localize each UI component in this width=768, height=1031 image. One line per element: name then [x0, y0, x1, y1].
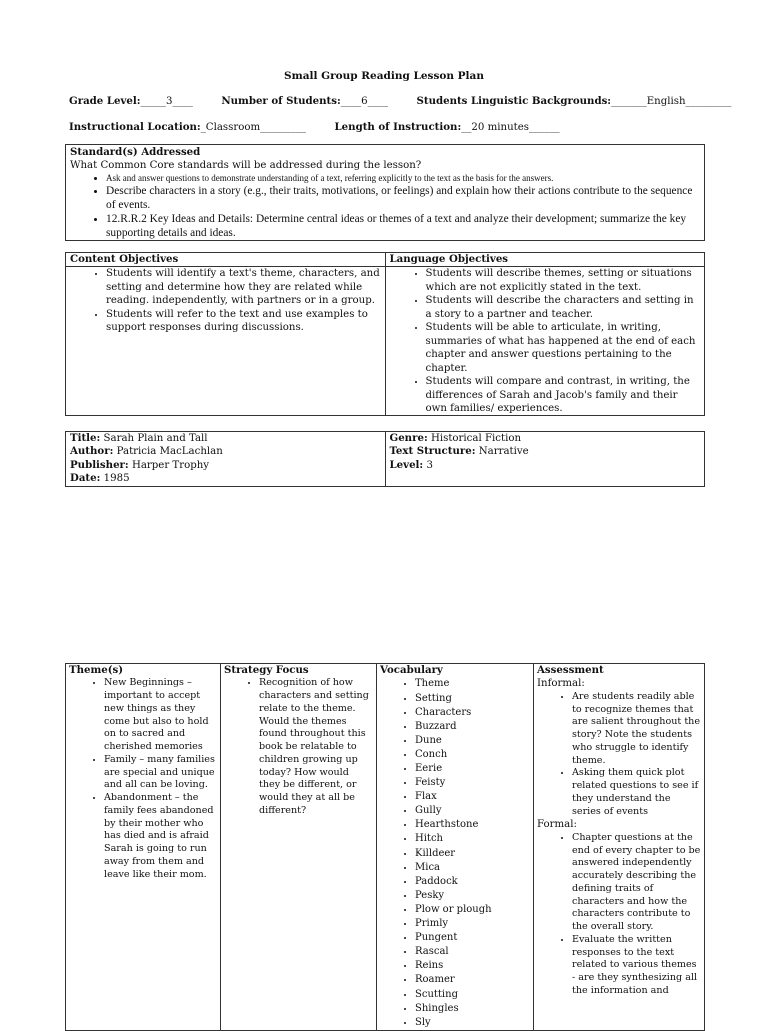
- level-label: Level:: [389, 458, 424, 471]
- vocabulary-item: • Scutting: [415, 988, 530, 1002]
- level-value: 3: [426, 459, 433, 471]
- linguistic-backgrounds-label: Students Linguistic Backgrounds:: [416, 95, 612, 107]
- vocabulary-item: • Dune: [415, 734, 530, 748]
- vocabulary-item: • Hitch: [415, 832, 530, 846]
- standard-item: • 12.R.R.2 Key Ideas and Details: Determine central ideas or themes of a text and analyze their development; summarize the key supporting details and ideas.: [106, 213, 700, 241]
- vocabulary-item: • Rascal: [415, 945, 530, 959]
- themes-cell: [66, 664, 221, 1031]
- content-objective: • Students will identify a text's theme, characters, and setting and determine how they are related while reading. independently, with partners or in a group.: [106, 267, 381, 307]
- language-objective: • Students will be able to articulate, in writing, summaries of what has happened at the end of each chapter and answer questions pertaining to the chapter.: [426, 321, 701, 375]
- content-objectives-cell: [66, 267, 386, 416]
- vocabulary-item: • Eerie: [415, 762, 530, 776]
- theme-item: • Abandonment – the family fees abandoned by their mother who has died and is afraid Sarah is going to run away from them and leave like their mom.: [104, 792, 217, 881]
- book-publisher-value: Harper Trophy: [131, 459, 210, 471]
- vocabulary-item: • Feisty: [415, 776, 530, 790]
- grade-level-value: _____3____: [140, 96, 193, 107]
- vocabulary-item: • Killdeer: [415, 847, 530, 861]
- standards-header: Standard(s) Addressed: [70, 146, 201, 158]
- assessment-header: Assessment: [537, 664, 604, 676]
- text-structure-value: Narrative: [478, 446, 529, 458]
- book-title-label: Title:: [70, 432, 101, 444]
- vocabulary-item: • Reins: [415, 959, 530, 973]
- standard-item: • Describe characters in a story (e.g., their traits, motivations, or feelings) and explain how their actions contribute to the sequence of events.: [106, 185, 700, 213]
- vocabulary-item: • Paddock: [415, 875, 530, 889]
- vocabulary-item: • Flax: [415, 790, 530, 804]
- vocabulary-header: Vocabulary: [380, 664, 443, 676]
- info-row-1: [69, 95, 731, 108]
- vocabulary-item: • Characters: [415, 706, 530, 720]
- strategy-item: • Recognition of how characters and setting relate to the theme. Would the themes found throughout this book be relatable to children growing up today? How would they be different, or would they at all be different?: [259, 677, 373, 817]
- plan-table: [65, 663, 705, 1031]
- vocabulary-item: • Gully: [415, 804, 530, 818]
- length-of-instruction-value: __20 minutes______: [461, 122, 560, 133]
- language-objectives-cell: [385, 267, 705, 416]
- instructional-location-value: _Classroom_________: [200, 122, 307, 133]
- vocabulary-item: • Mica: [415, 861, 530, 875]
- theme-item: • New Beginnings – important to accept new things as they come but also to hold on to sacred and cherished memories: [104, 677, 217, 754]
- genre-value: Historical Fiction: [430, 433, 522, 444]
- linguistic-backgrounds-value: _______English_________: [611, 96, 732, 107]
- informal-item: • Asking them quick plot related questions to see if they understand the series of events: [572, 767, 701, 818]
- number-of-students-label: Number of Students:: [221, 95, 341, 107]
- instructional-location-label: Instructional Location:: [69, 121, 201, 133]
- content-objectives-header: Content Objectives: [66, 253, 386, 267]
- vocabulary-item: • Theme: [415, 677, 530, 691]
- informal-label: Informal:: [537, 678, 585, 690]
- standard-item: • Ask and answer questions to demonstrate understanding of a text, referring explicitly to the text as the basis for the answers.: [106, 173, 700, 185]
- book-info-table: [65, 431, 705, 487]
- vocabulary-cell: [377, 664, 534, 1031]
- vocabulary-item: • Pungent: [415, 931, 530, 945]
- length-of-instruction-label: Length of Instruction:: [334, 121, 462, 133]
- formal-item: • Evaluate the written responses to the text related to various themes - are they synthesizing all the information and: [572, 934, 701, 998]
- info-row-2: [69, 121, 560, 134]
- vocabulary-item: • Primly: [415, 917, 530, 931]
- strategy-header: Strategy Focus: [224, 664, 309, 676]
- standards-box: [65, 144, 705, 241]
- number-of-students-value: ____6____: [340, 96, 388, 107]
- language-objective: • Students will describe themes, setting or situations which are not explicitly stated in the text.: [426, 267, 701, 294]
- vocabulary-list: [380, 677, 530, 1029]
- informal-item: • Are students readily able to recognize themes that are salient throughout the story? Note the students who struggle to identify theme.: [572, 691, 701, 768]
- strategy-cell: [221, 664, 377, 1031]
- vocabulary-item: • Buzzard: [415, 720, 530, 734]
- content-objective: • Students will refer to the text and use examples to support responses during discussions.: [106, 308, 381, 335]
- objectives-table: [65, 252, 705, 416]
- page-title: Small Group Reading Lesson Plan: [284, 70, 484, 82]
- vocabulary-item: • Shingles: [415, 1002, 530, 1016]
- themes-header: Theme(s): [69, 664, 124, 676]
- book-date-value: 1985: [103, 473, 130, 485]
- vocabulary-item: • Sly: [415, 1016, 530, 1030]
- text-structure-label: Text Structure:: [389, 445, 476, 458]
- grade-level-label: Grade Level:: [69, 95, 141, 107]
- assessment-cell: [534, 664, 705, 1031]
- language-objectives-header: Language Objectives: [385, 253, 705, 267]
- standards-question: What Common Core standards will be addressed during the lesson?: [70, 160, 422, 172]
- language-objective: • Students will compare and contrast, in writing, the differences of Sarah and Jacob's family and their own families/ experiences.: [426, 375, 701, 415]
- vocabulary-item: • Hearthstone: [415, 818, 530, 832]
- book-publisher-label: Publisher:: [70, 458, 129, 471]
- book-title-value: Sarah Plain and Tall: [103, 433, 208, 444]
- theme-item: • Family – many families are special and unique and all can be loving.: [104, 754, 217, 792]
- formal-item: • Chapter questions at the end of every chapter to be answered independently accurately describing the defining traits of characters and how the characters contribute to the overall story.: [572, 832, 701, 934]
- formal-label: Formal:: [537, 819, 577, 831]
- language-objective: • Students will describe the characters and setting in a story to a partner and teacher.: [426, 294, 701, 321]
- standards-list: [70, 173, 700, 241]
- vocabulary-item: • Conch: [415, 748, 530, 762]
- book-date-label: Date:: [70, 472, 101, 485]
- book-author-label: Author:: [70, 445, 114, 458]
- vocabulary-item: • Setting: [415, 692, 530, 706]
- book-details-cell: [66, 432, 386, 487]
- book-genre-cell: [385, 432, 705, 487]
- genre-label: Genre:: [389, 432, 428, 444]
- vocabulary-item: • Plow or plough: [415, 903, 530, 917]
- vocabulary-item: • Roamer: [415, 973, 530, 987]
- vocabulary-item: • Pesky: [415, 889, 530, 903]
- book-author-value: Patricia MacLachlan: [116, 446, 223, 458]
